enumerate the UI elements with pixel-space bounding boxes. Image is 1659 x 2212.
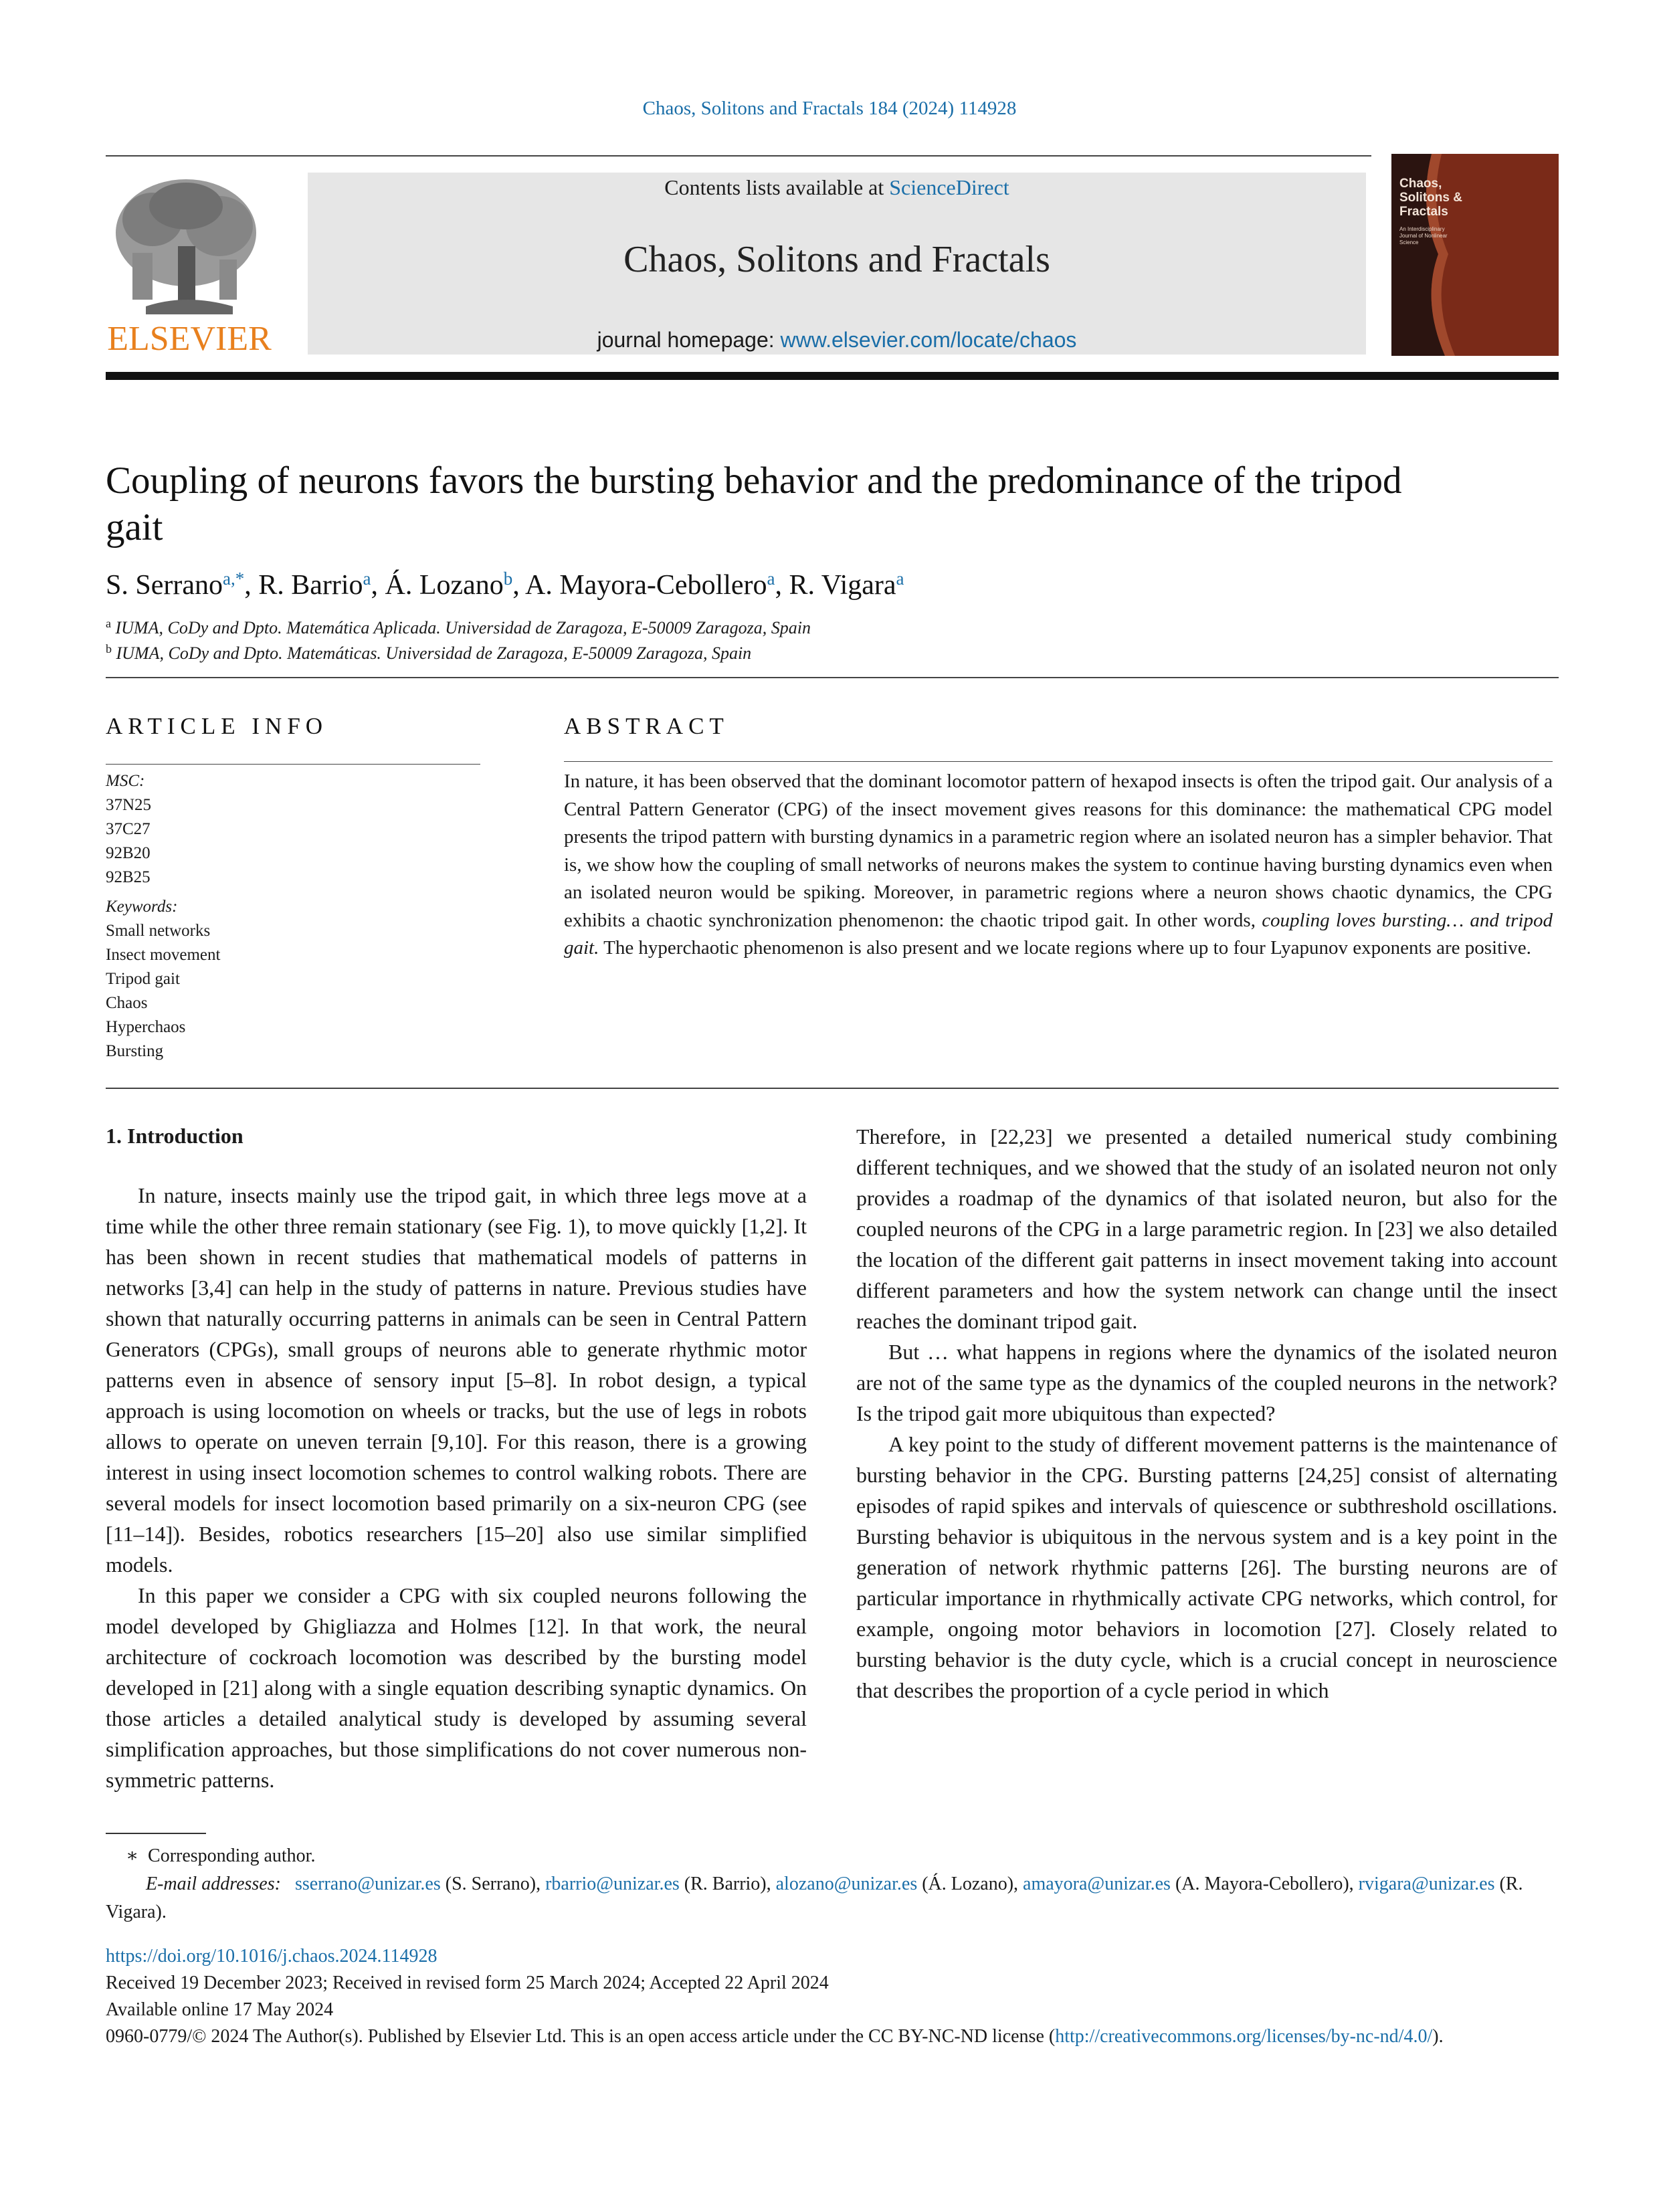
- received-dates: Received 19 December 2023; Received in revised form 25 March 2024; Accepted 22 April 2024: [106, 1973, 829, 1993]
- author-name: S. Serrano: [106, 570, 223, 601]
- msc-block: [106, 769, 480, 890]
- keyword: Chaos: [106, 994, 148, 1012]
- corresponding-footnote: ∗ Corresponding author.: [126, 1845, 316, 1866]
- abstract-heading: ABSTRACT: [564, 713, 729, 739]
- abstract-text: In nature, it has been observed that the dominant locomotor pattern of hexapod insects is often the tripod gait. Our analysis of a Central Pattern Generator (CPG) of the insect movement gives reasons for this dominance: the mathematical CPG model presents the tripod pattern with bursting dynamics in a parametric region where an isolated neuron has a simpler behavior. That is, we show how the coupling of small networks of neurons makes the system to continue having bursting dynamics even when an isolated neuron would be spiking. Moreover, in parametric regions where a neuron shows chaotic dynamics, the CPG exhibits a chaotic synchronization phenomenon: the chaotic tripod gait. In other words, coupling loves bursting… and tripod gait. The hyperchaotic phenomenon is also present and we locate regions where up to four Lyapunov exponents are positive.: [564, 771, 1553, 959]
- header-thick-rule: [106, 372, 1559, 380]
- paragraph: Therefore, in [22,23] we presented a detailed numerical study combining different techniques, and we showed that the study of an isolated neuron not only provides a roadmap of the dynamics of that isolated neuron, but also for the coupled neurons of the CPG in a large parametric region. In [23] we also detailed the location of the different gait patterns in insect movement taking into account different parameters and how the system network can change until the insect reaches the dominant tripod gait.: [856, 1124, 1557, 1333]
- keywords-label: Keywords:: [106, 898, 178, 916]
- keyword: Tripod gait: [106, 970, 180, 988]
- affiliation: $^a$ IUMA, CoDy and Dpto. Matemática Aplicada. Universidad de Zaragoza, E-50009 Zaragoza, Spain: [106, 617, 811, 637]
- author-affil-mark[interactable]: a: [767, 569, 775, 589]
- paragraph: In this paper we consider a CPG with six coupled neurons following the model developed by Ghigliazza and Holmes [12]. In that work, the neural architecture of cockroach locomotion was described by the bursting model developed in [21] along with a single equation describing synaptic dynamics. On those articles a detailed analytical study is developed by assuming several simplification approaches, but those simplifications do not cover numerous non-symmetric patterns.: [106, 1583, 807, 1792]
- msc-code: 37N25: [106, 796, 152, 814]
- msc-label: MSC:: [106, 772, 145, 790]
- email-link[interactable]: alozano@unizar.es: [775, 1874, 918, 1894]
- author-affil-mark[interactable]: a,*: [222, 569, 245, 589]
- email-link[interactable]: rvigara@unizar.es: [1358, 1874, 1495, 1894]
- affiliation: $^b$ IUMA, CoDy and Dpto. Matemáticas. Universidad de Zaragoza, E-50009 Zaragoza, Spain: [106, 642, 752, 663]
- author-name: R. Vigara: [789, 570, 896, 601]
- abstract-rule: [564, 761, 1553, 762]
- author-affil-mark[interactable]: b: [503, 569, 513, 589]
- author-name: Á. Lozano: [385, 570, 504, 601]
- author-affil-mark[interactable]: a: [363, 569, 371, 589]
- article-title: Coupling of neurons favors the bursting behavior and the predominance of the tripod gait: [106, 460, 1402, 548]
- section-rule: [106, 1088, 1559, 1089]
- homepage-link[interactable]: www.elsevier.com/locate/chaos: [780, 328, 1077, 352]
- author-name: A. Mayora-Cebollero: [524, 570, 767, 601]
- left-column: [106, 1180, 807, 1795]
- paragraph: But … what happens in regions where the dynamics of the isolated neuron are not of the same type as the dynamics of the coupled neurons in the network? Is the tripod gait more ubiquitous than expected?: [856, 1340, 1557, 1425]
- author-name: R. Barrio: [258, 570, 363, 601]
- keyword: Hyperchaos: [106, 1018, 186, 1036]
- journal-citation[interactable]: Chaos, Solitons and Fractals 184 (2024) 114928: [642, 98, 1017, 119]
- email-link[interactable]: rbarrio@unizar.es: [545, 1874, 680, 1894]
- license-link[interactable]: http://creativecommons.org/licenses/by-nc-nd/4.0/: [1055, 2026, 1433, 2047]
- section-rule: [106, 677, 1559, 678]
- svg-text:ELSEVIER: ELSEVIER: [107, 320, 272, 358]
- cover-subtitle: An Interdisciplinary Journal of Nonlinear Science: [1399, 226, 1448, 245]
- right-column: [856, 1121, 1557, 1706]
- msc-code: 92B25: [106, 868, 151, 886]
- homepage-line: journal homepage: www.elsevier.com/locate/chaos: [597, 328, 1077, 352]
- elsevier-logo: [106, 173, 273, 359]
- email-footnote: E-mail addresses: sserrano@unizar.es (S. Serrano), rbarrio@unizar.es (R. Barrio), alozano@unizar.es (Á. Lozano), amayora@unizar.es (A. Mayora-Cebollero), rvigara@unizar.es (R. Vigara).: [106, 1874, 1523, 1922]
- paragraph: A key point to the study of different movement patterns is the maintenance of bursting behavior in the CPG. Bursting patterns [24,25] consist of alternating episodes of rapid spikes and intervals of quiescence or subthreshold oscillations. Bursting behavior is ubiquitous in the nervous system and is a key point in the generation of network rhythmic patterns [26]. The bursting neurons are of particular importance in rhythmically activate CPG networks, which control, for example, ongoing motor behaviors in locomotion [27]. Closely related to bursting behavior is the duty cycle, which is a crucial concept in neuroscience that describes the proportion of a cycle period in which: [856, 1432, 1557, 1702]
- article-info-heading: ARTICLE INFO: [106, 713, 328, 739]
- sciencedirect-link[interactable]: ScienceDirect: [889, 175, 1009, 199]
- paragraph: In nature, insects mainly use the tripod gait, in which three legs move at a time while the other three remain stationary (see Fig. 1), to move quickly [1,2]. It has been shown in recent studies that mathematical models of patterns in networks [3,4] can help in the study of patterns in nature. Previous studies have shown that naturally occurring patterns in animals can be seen in Central Pattern Generators (CPGs), small groups of neurons able to generate rhythmic motor patterns even in absence of sensory input [5–8]. In robot design, a typical approach is using locomotion on wheels or tracks, but the use of legs in robots allows to operate on uneven terrain [9,10]. For this reason, there is a growing interest in using insect locomotion schemes to control walking robots. There are several models for insect locomotion based primarily on a six-neuron CPG (see [11–14]). Besides, robotics researchers [15–20] also use similar simplified models.: [106, 1183, 807, 1577]
- header-rule: [106, 155, 1371, 157]
- available-online: Available online 17 May 2024: [106, 1999, 334, 2020]
- keyword: Insect movement: [106, 946, 221, 964]
- email-link[interactable]: amayora@unizar.es: [1023, 1874, 1171, 1894]
- section-heading: 1. Introduction: [106, 1124, 243, 1148]
- license-statement: 0960-0779/© 2024 The Author(s). Published by Elsevier Ltd. This is an open access article under the CC BY-NC-ND license (http://creativecommons.org/licenses/by-nc-nd/4.0/).: [106, 2026, 1444, 2047]
- footnote-rule: [106, 1833, 206, 1834]
- keyword: Small networks: [106, 922, 211, 940]
- author-affil-mark[interactable]: a: [896, 569, 904, 589]
- contents-line: Contents lists available at ScienceDirect: [664, 175, 1009, 199]
- author-list: S. Serrano$^{a,*}$, R. Barrio$^a$, Á. Lozano$^b$, A. Mayora-Cebollero$^a$, R. Vigara$^a$: [106, 569, 904, 601]
- msc-code: 37C27: [106, 820, 151, 838]
- journal-name: Chaos, Solitons and Fractals: [623, 239, 1050, 280]
- keyword: Bursting: [106, 1042, 164, 1060]
- info-rule: [106, 764, 480, 765]
- doi-link[interactable]: https://doi.org/10.1016/j.chaos.2024.114928: [106, 1946, 437, 1967]
- elsevier-tree-icon: [106, 173, 273, 359]
- journal-cover: [1391, 154, 1559, 356]
- msc-code: 92B20: [106, 844, 151, 862]
- email-link[interactable]: sserrano@unizar.es: [294, 1874, 441, 1894]
- keywords-block: [106, 895, 480, 1064]
- cover-title: Chaos, Solitons & Fractals: [1399, 177, 1462, 219]
